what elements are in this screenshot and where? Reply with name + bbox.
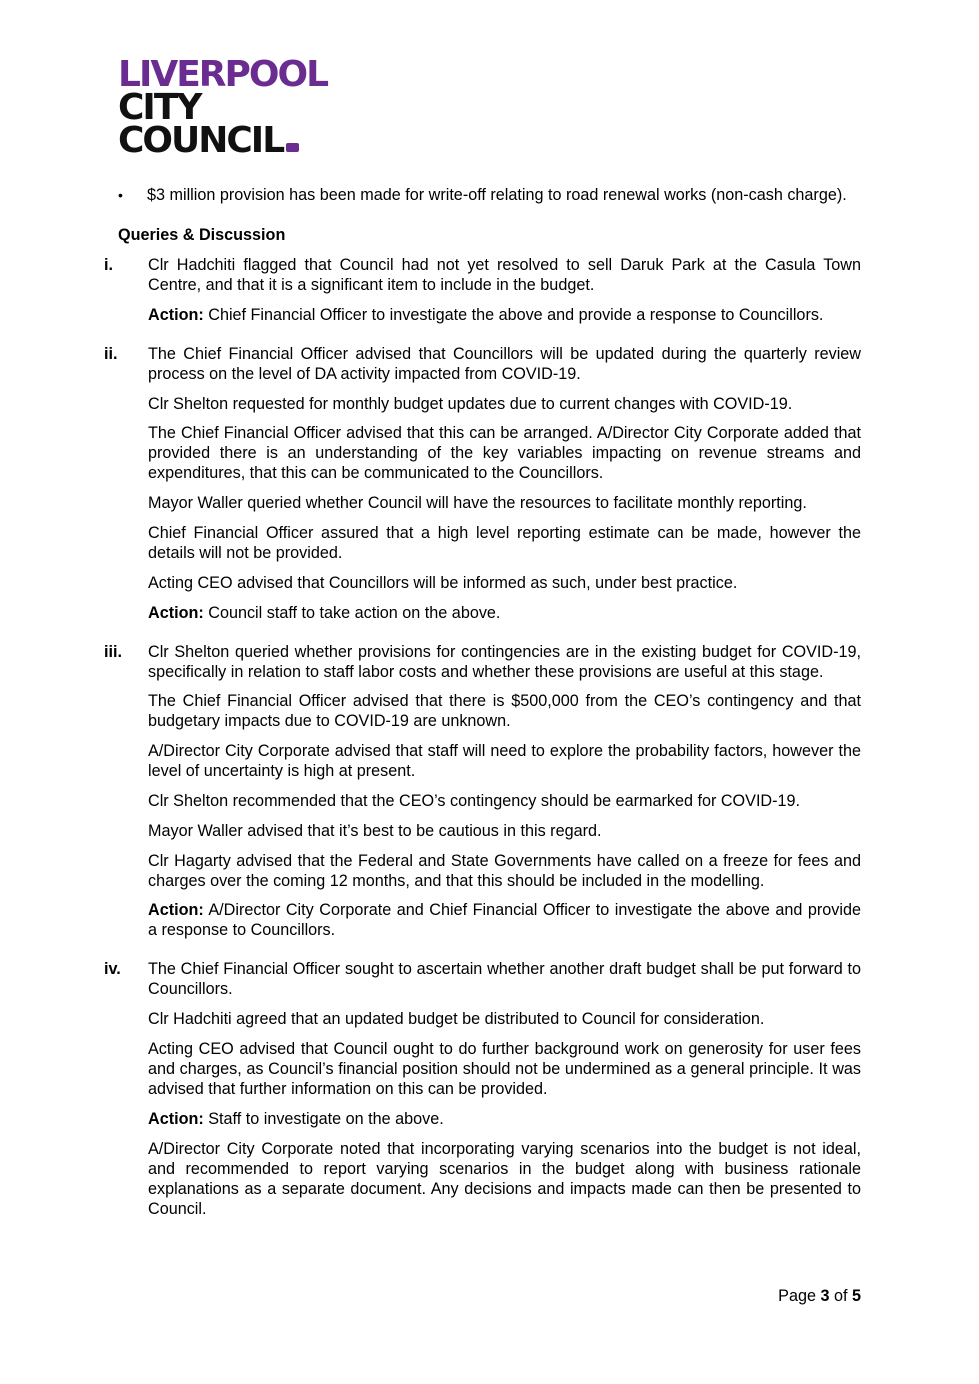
discussion-paragraph xyxy=(148,851,861,891)
item-body xyxy=(148,255,861,325)
discussion-paragraph xyxy=(148,691,861,731)
discussion-paragraph xyxy=(148,423,861,483)
discussion-paragraph xyxy=(148,1009,861,1029)
discussion-item xyxy=(88,642,861,941)
page-content xyxy=(88,185,861,1238)
paragraph-text: Council staff to take action on the above. xyxy=(203,603,501,622)
discussion-paragraph xyxy=(148,344,861,384)
action-paragraph xyxy=(148,1109,861,1129)
discussion-paragraph xyxy=(148,394,861,414)
item-number: ii. xyxy=(104,344,118,363)
discussion-paragraph xyxy=(148,1139,861,1219)
paragraph-text: Chief Financial Officer assured that a high level reporting estimate can be made, however the details will not be provided. xyxy=(148,523,861,562)
bullet-icon: • xyxy=(118,187,123,203)
item-body xyxy=(148,959,861,1218)
of-label: of xyxy=(833,1287,848,1305)
paragraph-text: A/Director City Corporate advised that staff will need to explore the probability factors, however the level of uncertainty is high at present. xyxy=(148,742,861,781)
item-number: iii. xyxy=(104,642,122,661)
discussion-paragraph xyxy=(148,821,861,841)
discussion-paragraph xyxy=(148,1039,861,1099)
council-logo xyxy=(118,54,358,161)
action-paragraph xyxy=(148,900,861,940)
discussion-paragraph xyxy=(148,573,861,593)
discussion-paragraph xyxy=(148,642,861,682)
discussion-paragraph xyxy=(148,255,861,295)
paragraph-text: Clr Hadchiti agreed that an updated budget be distributed to Council for consideration. xyxy=(148,1010,765,1029)
paragraph-text: Clr Shelton queried whether provisions for contingencies are in the existing budget for COVID-19, specifically in relation to staff labor costs and whether these provisions are useful at this stage. xyxy=(148,642,861,681)
paragraph-text: Staff to investigate on the above. xyxy=(203,1109,444,1128)
discussion-paragraph xyxy=(148,791,861,811)
item-body xyxy=(148,642,861,941)
discussion-item xyxy=(88,959,861,1218)
bullet-item xyxy=(88,185,861,205)
discussion-paragraph xyxy=(148,959,861,999)
paragraph-text: The Chief Financial Officer advised that Councillors will be updated during the quarterly review process on the level of DA activity impacted from COVID-19. xyxy=(148,344,861,383)
action-paragraph xyxy=(148,305,861,325)
paragraph-text: Clr Hagarty advised that the Federal and State Governments have called on a freeze for fees and charges over the coming 12 months, and that this should be included in the modelling. xyxy=(148,851,861,890)
paragraph-text: A/Director City Corporate and Chief Financial Officer to investigate the above and provide a response to Councillors. xyxy=(148,901,861,940)
item-number: iv. xyxy=(104,960,121,979)
action-label: Action: xyxy=(148,603,204,622)
item-body xyxy=(148,344,861,623)
discussion-paragraph xyxy=(148,493,861,513)
logo-line-2: CITY xyxy=(118,87,201,128)
discussion-paragraph xyxy=(148,741,861,781)
paragraph-text: Acting CEO advised that Council ought to do further background work on generosity for user fees and charges, as Council’s financial position should not be undermined as a general principle. It was advised that further information on this can be provided. xyxy=(148,1039,861,1098)
page-total: 5 xyxy=(851,1287,861,1305)
action-label: Action: xyxy=(148,901,204,920)
action-paragraph xyxy=(148,603,861,623)
section-heading: Queries & Discussion xyxy=(118,226,286,244)
paragraph-text: The Chief Financial Officer advised that this can be arranged. A/Director City Corporate added that provided there is an understanding of the key variables impacting on revenue streams and expenditures, that this can be communicated to the Councillors. xyxy=(148,424,861,483)
discussion-item xyxy=(88,255,861,325)
paragraph-text: Clr Shelton recommended that the CEO’s contingency should be earmarked for COVID-19. xyxy=(148,791,801,810)
discussion-list xyxy=(88,255,861,1219)
paragraph-text: The Chief Financial Officer sought to ascertain whether another draft budget shall be put forward to Councillors. xyxy=(148,960,861,999)
paragraph-text: Clr Shelton requested for monthly budget updates due to current changes with COVID-19. xyxy=(148,394,793,413)
bullet-text: $3 million provision has been made for write-off relating to road renewal works (non-cash charge). xyxy=(147,186,847,204)
page-number: 3 xyxy=(820,1287,830,1305)
paragraph-text: Chief Financial Officer to investigate the above and provide a response to Councillors. xyxy=(203,305,824,324)
paragraph-text: Mayor Waller queried whether Council will have the resources to facilitate monthly reporting. xyxy=(148,494,807,513)
discussion-item xyxy=(88,344,861,623)
paragraph-text: Acting CEO advised that Councillors will be informed as such, under best practice. xyxy=(148,573,738,592)
logo-line-1: LIVERPOOL xyxy=(118,54,328,95)
page-footer xyxy=(778,1287,861,1306)
paragraph-text: Clr Hadchiti flagged that Council had not yet resolved to sell Daruk Park at the Casula Town Centre, and that it is a significant item to include in the budget. xyxy=(148,256,861,294)
action-label: Action: xyxy=(148,305,204,324)
page-label: Page xyxy=(778,1287,816,1305)
paragraph-text: The Chief Financial Officer advised that there is $500,000 from the CEO’s contingency and that budgetary impacts due to COVID-19 are unknown. xyxy=(148,692,861,731)
action-label: Action: xyxy=(148,1109,204,1128)
discussion-paragraph xyxy=(148,523,861,563)
item-number: i. xyxy=(104,256,113,274)
paragraph-text: Mayor Waller advised that it’s best to be cautious in this regard. xyxy=(148,821,602,840)
logo-mark-icon xyxy=(286,143,299,152)
paragraph-text: A/Director City Corporate noted that incorporating varying scenarios into the budget is not ideal, and recommended to report varying scenarios in the budget along with business rationale explanations as a separate document. Any decisions and impacts made can then be presented to Council. xyxy=(148,1139,861,1218)
logo-line-3: COUNCIL xyxy=(118,124,358,157)
